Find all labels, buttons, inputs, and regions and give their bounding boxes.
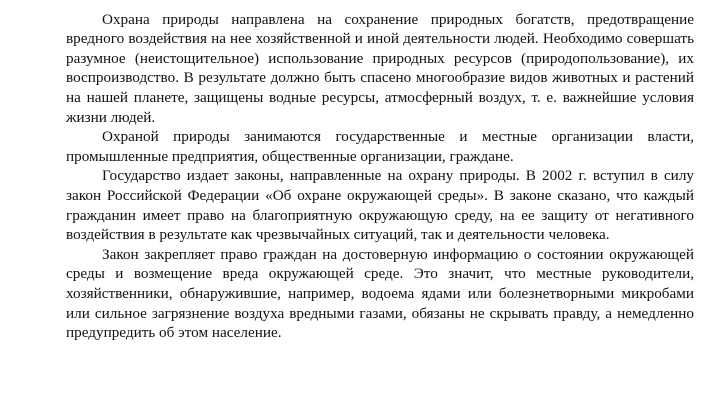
paragraph-4: Закон закрепляет право граждан на достоверную информацию о состоянии окружающей среды и возмещение вреда окружающей среде. Это значит, что местные руководители, хозяйственники, обнаружившие, например, водоема ядами или болезнетворными микробами или сильное загрязнение воздуха вредными газами, обязаны не скрывать правду, а немедленно предупредить об этом население. xyxy=(66,245,694,342)
paragraph-2: Охраной природы занимаются государственные и местные организации власти, промышленные предприятия, общественные организации, граждане. xyxy=(66,128,694,165)
document-page xyxy=(66,0,694,343)
cut-off-heading-line xyxy=(66,0,694,10)
paragraph-3: Государство издает законы, направленные на охрану природы. В 2002 г. вступил в силу закон Российской Федерации «Об охране окружающей среды». В законе сказано, что каждый гражданин имеет право на благоприятную окружающую среду, на ее защиту от негативного воздействия в результате как чрезвычайных ситуаций, так и деятельности человека. xyxy=(66,167,694,244)
paragraph-1: Охрана природы направлена на сохранение природных богатств, предотвращение вредного воздействия на нее хозяйственной и иной деятельности людей. Необходимо совершать разумное (неистощительное) использование природных ресурсов (природопользование), их воспроизводство. В результате должно быть спасено многообразие видов животных и растений на нашей планете, защищены водные ресурсы, атмосферный воздух, т. е. важнейшие условия жизни людей. xyxy=(66,10,694,126)
